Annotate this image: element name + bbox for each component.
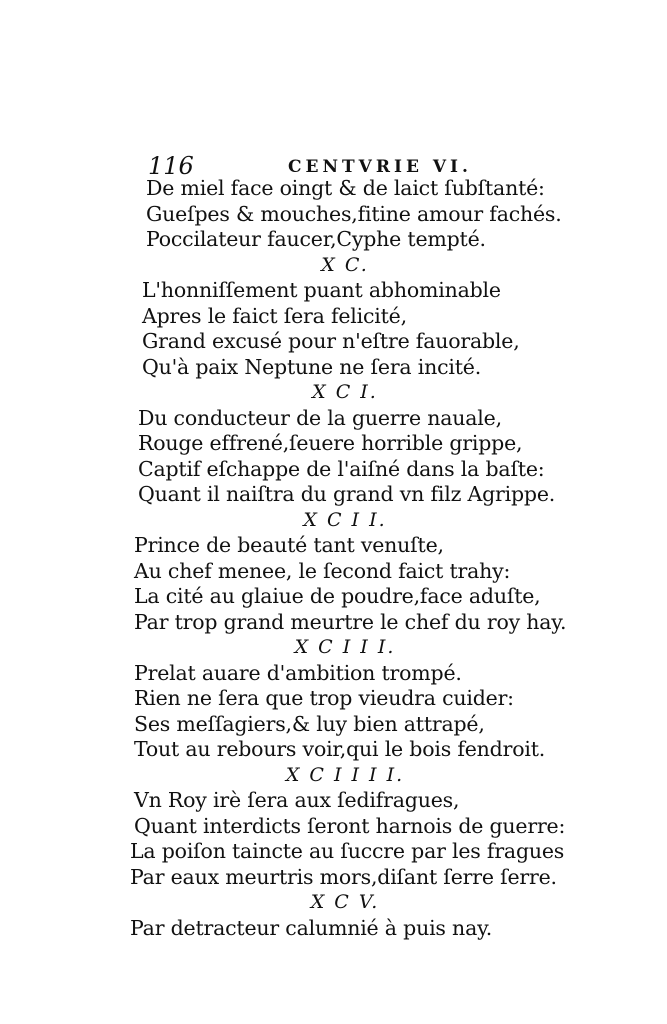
verse-line: Au chef menee, le ſecond faict trahy:: [134, 558, 511, 583]
verse-line: Vn Roy irè ſera aux ſedifragues,: [134, 788, 460, 812]
verse-line: Quant il naiſtra du grand vn filz Agrippe.: [138, 482, 556, 506]
verse-line: Du conducteur de la guerre nauale,: [138, 405, 502, 430]
verse-line: Prelat auare d'ambition trompé.: [134, 660, 462, 685]
verse-line: Rien ne ſera que trop vieudra cuider:: [134, 686, 514, 710]
quatrain-number: X C I I I.: [294, 636, 396, 658]
quatrain-number: X C I.: [312, 381, 378, 403]
verse-line: Gueſpes & mouches,fitine amour fachés.: [146, 201, 562, 226]
verse-line: Par detracteur calumnié à puis nay.: [130, 915, 493, 940]
verse-line: Par eaux meurtris mors,diſant ſerre ſerre.: [130, 864, 557, 889]
verse-line: Qu'à paix Neptune ne ſera incité.: [142, 354, 482, 379]
verse-line: Quant interdicts ſeront harnois de guerre:: [134, 813, 566, 838]
verse-line: Tout au rebours voir,qui le bois fendroit.: [134, 737, 546, 761]
verse-line: La cité au glaiue de poudre,face aduſte,: [134, 584, 541, 608]
verse-line: Poccilateur faucer,Cyphe tempté.: [146, 227, 486, 251]
verse-line: Par trop grand meurtre le chef du roy hay.: [134, 609, 567, 634]
verse-line: Rouge effrené,ſeuere horrible grippe,: [138, 431, 523, 455]
verse-line: Captif eſchappe de l'aiſné dans la baſte:: [138, 456, 545, 481]
quatrain-number: X C V.: [310, 891, 380, 913]
verse-line: Apres le faict ſera felicité,: [142, 303, 407, 328]
verse-line: Ses meſſagiers,& luy bien attrapé,: [134, 711, 485, 736]
verse-line: La poiſon taincte au ſuccre par les fragues: [130, 839, 565, 863]
verse-text: [130, 176, 567, 941]
quatrain-number: X C.: [321, 253, 369, 276]
running-head: CENTVRIE VI.: [288, 157, 472, 177]
verse-line: Prince de beauté tant venuſte,: [134, 533, 444, 557]
verse-line: Grand excusé pour n'eſtre fauorable,: [142, 329, 520, 353]
verse-line: L'honniſſement puant abhominable: [142, 278, 501, 302]
page-number: 116: [148, 152, 194, 180]
quatrain-number: X C I I.: [303, 508, 387, 531]
verse-line: De miel face oingt & de laict ſubſtanté:: [146, 176, 545, 200]
quatrain-number: X C I I I I.: [285, 763, 405, 786]
